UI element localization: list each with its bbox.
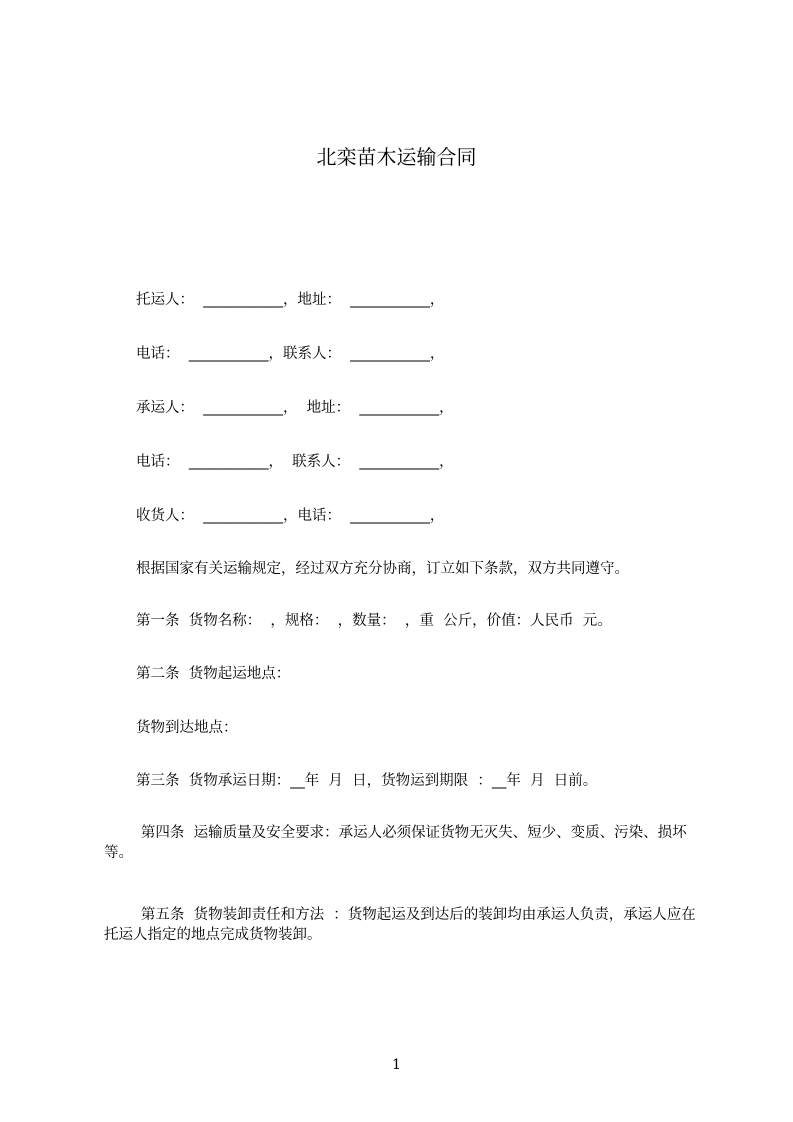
article-four: 第四条 运输质量及安全要求：承运人必须保证货物无灭失、短少、变质、污染、损坏等。 <box>104 825 687 861</box>
carrier-phone-line: 电话： ___________， 联系人： ___________， <box>136 454 454 470</box>
article-five: 第五条 货物装卸责任和方法 ：货物起运及到达后的装卸均由承运人负责，承运人应在托运人指定的地点完成货物装卸。 <box>104 907 696 943</box>
article-two: 第二条 货物起运地点： <box>136 666 291 682</box>
shipper-phone-line: 电话： ___________，联系人： ___________， <box>136 346 445 362</box>
article-three: 第三条 货物承运日期：__年 月 日，货物运到期限 ：__年 月 日前。 <box>136 773 598 789</box>
carrier-line: 承运人： ___________， 地址： ___________， <box>136 400 454 416</box>
page-number: 1 <box>392 1057 401 1073</box>
shipper-line: 托运人： ___________，地址： ___________， <box>136 292 445 308</box>
destination-line: 货物到达地点： <box>136 720 238 736</box>
article-one: 第一条 货物名称： ，规格： ，数量： ，重 公斤，价值：人民币 元。 <box>136 613 612 629</box>
consignee-line: 收货人： ___________，电话： ___________， <box>136 508 445 524</box>
agreement-intro: 根据国家有关运输规定，经过双方充分协商，订立如下条款，双方共同遵守。 <box>136 561 629 577</box>
document-title: 北栾苗木运输合同 <box>316 145 477 169</box>
